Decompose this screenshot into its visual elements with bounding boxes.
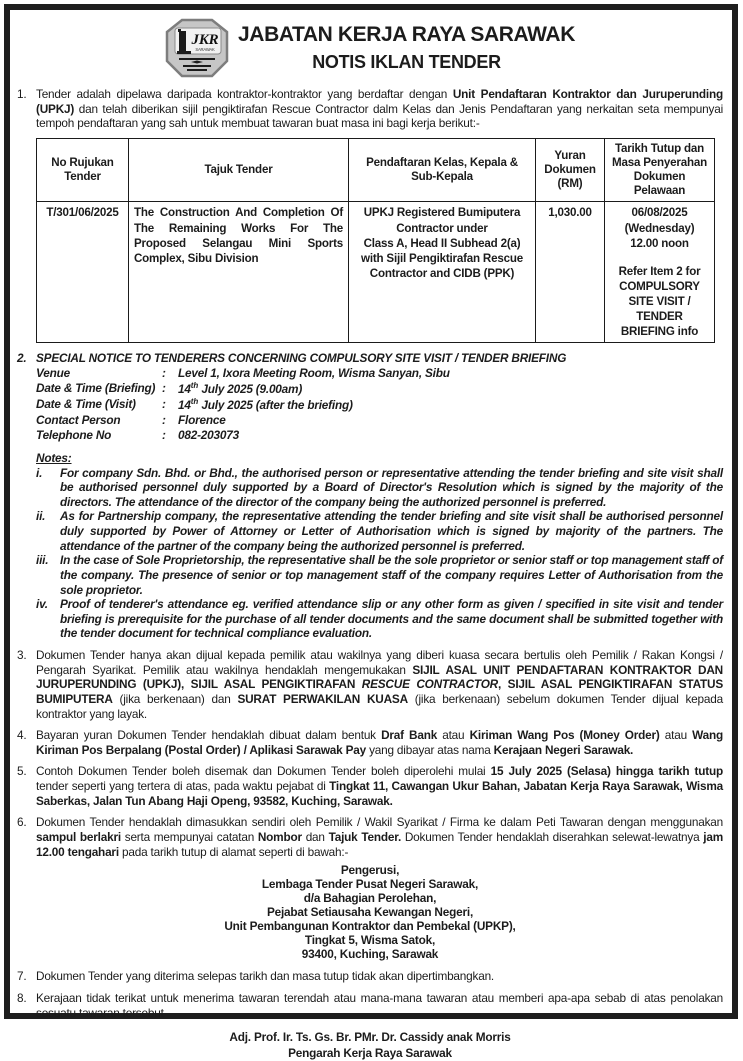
field-value: 14th July 2025 (after the briefing)	[178, 396, 353, 412]
field-value: 14th July 2025 (9.00am)	[178, 380, 303, 396]
document-header	[17, 18, 723, 78]
tender-ref-no: T/301/06/2025	[37, 202, 129, 343]
note-text: Proof of tenderer's attendance eg. verified attendance slip or any other form as given / specified in site visit and tender briefing is prerequisite for the purchase of all tender documents and the same document shall be submitted together with the tender document for technical compliance evaluation.	[60, 597, 723, 641]
submission-address: Pengerusi, Lembaga Tender Pusat Negeri Sarawak, d/a Bahagian Perolehan, Pejabat Setiausaha Kewangan Negeri, Unit Pembangunan Kontraktor dan Pembekal (UPKP), Tingkat 5, Wisma Satok, 93400, Kuching, Sarawak	[224, 863, 516, 962]
special-notice-body	[36, 351, 723, 641]
field-value: Florence	[178, 412, 226, 427]
signature-name: Adj. Prof. Ir. Ts. Gs. Br. PMr. Dr. Cassidy anak Morris	[229, 1030, 511, 1045]
notes-list	[36, 466, 723, 642]
tender-closing	[605, 202, 715, 343]
note-number: ii.	[36, 509, 46, 524]
tender-registration: UPKJ Registered Bumiputera Contractor under Class A, Head II Subhead 2(a) with Sijil Pengiktirafan Rescue Contractor and CIDB (PPK)	[349, 202, 536, 343]
tender-table	[36, 138, 715, 343]
document-sale-item	[17, 648, 723, 721]
late-submission-text: Dokumen Tender yang diterima selepas tarikh dan masa tutup tidak akan dipertimbangkan.	[36, 969, 495, 984]
note-number: iii.	[36, 553, 49, 568]
field-label: Date & Time (Visit)	[36, 396, 136, 411]
signature-block	[17, 1030, 723, 1061]
item-number: 6.	[17, 815, 27, 830]
col-header-closing: Tarikh Tutup dan Masa Penyerahan Dokumen Pelawaan	[605, 138, 715, 202]
tender-title: The Construction And Completion Of The Remaining Works For The Proposed Selangau Mini Sports Complex, Sibu Division	[129, 202, 349, 343]
document-availability-item	[17, 764, 723, 808]
field-label: Venue	[36, 365, 70, 380]
jkr-sarawak-logo-icon	[165, 18, 229, 78]
note-item	[36, 553, 723, 597]
header-titles	[238, 23, 575, 73]
submission-item	[17, 815, 723, 859]
col-header-registration: Pendaftaran Kelas, Kepala & Sub-Kepala	[349, 138, 536, 202]
note-text: For company Sdn. Bhd. or Bhd., the authorised person or representative attending the tender briefing and site visit shall be authorised personnel duly supported by a Board of Director's Resolution which is signed by the majority of the directors. The attendance of the director of the company being the authorized personnel is preferred.	[60, 465, 723, 509]
field-value: 082-203073	[178, 427, 239, 442]
closing-date-lines: 06/08/2025 (Wednesday) 12.00 noon	[624, 206, 695, 250]
intro-text: Tender adalah dipelawa daripada kontraktor-kontraktor yang berdaftar dengan Unit Pendaftaran Kontraktor dan Juruperunding (UPKJ) dan telah diberikan sijil pengiktirafan Rescue Contractor dalm Kelas dan Jenis Pendaftaran yang nerkaitan seta mempunyai tempoh pendaftaran yang sah untuk membuat tawaran buat masa ini bagi kerja berikut:-	[36, 87, 723, 131]
note-text: As for Partnership company, the representative attending the tender briefing and site visit shall be authorised personnel duly supported by Power of Attorney or Letter of Authorisation which is signed by majority of the partners. The attendance of the partner of the company being the authorized personnel is preferred.	[60, 509, 723, 553]
item-number: 8.	[17, 990, 27, 1005]
document-availability-text: Contoh Dokumen Tender boleh disemak dan Dokumen Tender boleh diperolehi mulai 15 July 2025 (Selasa) hingga tarikh tutup tender seperti yang tertera di atas, pada waktu pejabat di Tingkat 11, Cawangan Ukur Bahan, Jabatan Kerja Raya Sarawak, Wisma Saberkas, Jalan Tun Abang Haji Openg, 93582, Kuching, Sarawak.	[36, 764, 723, 808]
item-number: 1.	[17, 87, 27, 101]
note-number: iv.	[36, 597, 48, 612]
briefing-datetime-row	[36, 381, 723, 397]
field-colon: :	[162, 380, 166, 395]
telephone-row	[36, 428, 723, 443]
field-label: Telephone No	[36, 427, 112, 442]
item-number: 4.	[17, 728, 27, 743]
special-notice-title: SPECIAL NOTICE TO TENDERERS CONCERNING COMPULSORY SITE VISIT / TENDER BRIEFING	[36, 350, 567, 365]
field-colon: :	[162, 427, 166, 442]
no-obligation-item	[17, 991, 723, 1020]
col-header-ref-no: No Rujukan Tender	[37, 138, 129, 202]
logo-region-label: SARAWAK	[195, 47, 215, 52]
special-notice-section	[17, 351, 723, 641]
notes-heading: Notes:	[36, 450, 72, 465]
document-subtitle: NOTIS IKLAN TENDER	[312, 51, 501, 72]
field-colon: :	[162, 412, 166, 427]
field-value: Level 1, Ixora Meeting Room, Wisma Sanyan, Sibu	[178, 365, 450, 380]
note-item	[36, 597, 723, 641]
note-item	[36, 466, 723, 510]
note-text: In the case of Sole Proprietorship, the representative shall be the sole proprietor or senior staff or top management staff of the company. The presence of senior or top management staff of the company requires Letter of Authorisation from the sole proprietor.	[60, 553, 723, 597]
intro-item	[17, 87, 723, 131]
tender-row	[37, 202, 715, 343]
late-submission-item	[17, 969, 723, 984]
tender-notice-document	[4, 4, 738, 1060]
field-colon: :	[162, 365, 166, 380]
col-header-title: Tajuk Tender	[129, 138, 349, 202]
item-number: 3.	[17, 648, 27, 662]
submission-text: Dokumen Tender hendaklah dimasukkan sendiri oleh Pemilik / Wakil Syarikat / Firma ke dalam Peti Tawaran dengan menggunakan sampul berlakri serta mempunyai catatan Nombor dan Tajuk Tender. Dokumen Tender hendaklah diserahkan selewat-lewatnya jam 12.00 tengahari pada tarikh tutup di alamat seperti di bawah:-	[36, 815, 723, 859]
payment-method-item	[17, 728, 723, 757]
field-label: Date & Time (Briefing)	[36, 380, 156, 395]
note-number: i.	[36, 465, 43, 480]
contact-person-row	[36, 413, 723, 428]
field-colon: :	[162, 396, 166, 411]
item-number: 7.	[17, 969, 27, 984]
item-number: 5.	[17, 764, 27, 779]
note-item	[36, 509, 723, 553]
visit-datetime-row	[36, 397, 723, 413]
document-sale-text: Dokumen Tender hanya akan dijual kepada pemilik atau wakilnya yang diberi kuasa secara bertulis oleh Pemilik / Rakan Kongsi / Pengarah Syarikat. Pemilik atau wakilnya hendaklah mengemukakan SIJIL ASAL UNIT PENDAFTARAN KONTRAKTOR DAN JURUPERUNDING (UPKJ), SIJIL ASAL PENGIKTIRAFAN RESCUE CONTRACTOR, SIJIL ASAL PENGIKTIRAFAN STATUS BUMIPUTERA (jika berkenaan) dan SURAT PERWAKILAN KUASA (jika berkenaan) sebelum dokumen Tender dijual kepada kontraktor yang layak.	[36, 648, 724, 721]
signature-title: Pengarah Kerja Raya Sarawak	[288, 1045, 452, 1060]
table-header-row	[37, 138, 715, 202]
svg-text:JKR: JKR	[191, 32, 219, 48]
closing-note: Refer Item 2 for COMPULSORY SITE VISIT / TENDER BRIEFING info	[618, 264, 701, 338]
item-number: 2.	[17, 350, 27, 365]
venue-row	[36, 366, 723, 381]
payment-method-text: Bayaran yuran Dokumen Tender hendaklah dibuat dalam bentuk Draf Bank atau Kiriman Wang Pos (Money Order) atau Wang Kiriman Pos Berpalang (Postal Order) / Aplikasi Sarawak Pay yang dibayar atas nama Kerajaan Negeri Sarawak.	[36, 728, 723, 757]
document-title: JABATAN KERJA RAYA SARAWAK	[238, 22, 575, 46]
no-obligation-text: Kerajaan tidak terikat untuk menerima tawaran terendah atau mana-mana tawaran atau memberi apa-apa sebab di atas penolakan sesuatu tawaran tersebut	[36, 990, 723, 1020]
tender-fee: 1,030.00	[536, 202, 605, 343]
field-label: Contact Person	[36, 412, 121, 427]
col-header-fee: Yuran Dokumen (RM)	[536, 138, 605, 202]
